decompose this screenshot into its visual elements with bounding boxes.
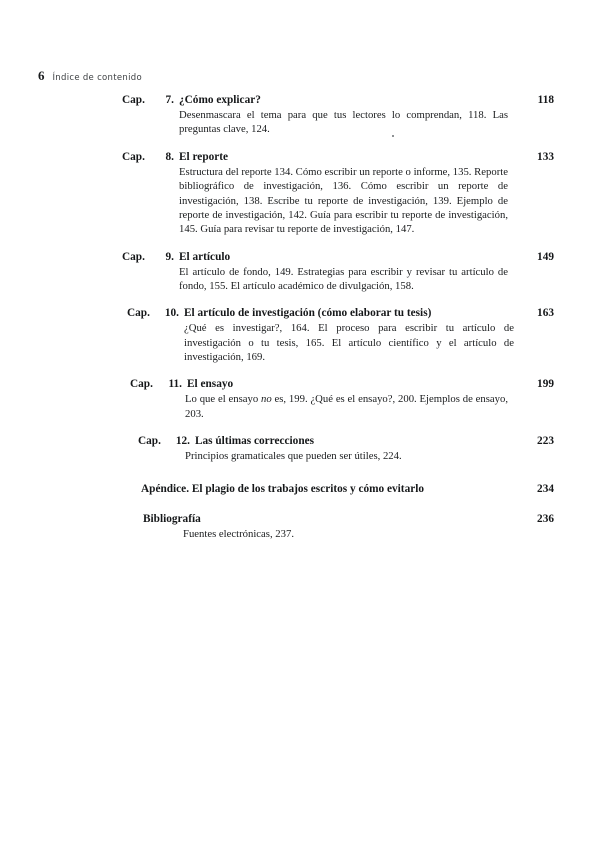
toc-entry-label: Cap. <box>122 250 145 263</box>
toc-entry-title: Apéndice. El plagio de los trabajos escritos y cómo evitarlo <box>141 482 425 495</box>
toc-entry-heading <box>130 377 554 391</box>
toc-entry-description: ¿Qué es investigar?, 164. El proceso para escribir tu artículo de investigación o tu tesis, 165. El artículo científico y el artículo de investigación, 169. <box>184 322 514 364</box>
toc-entry-heading <box>141 482 554 496</box>
toc-entry-heading <box>122 250 554 264</box>
toc-entry-title: El artículo de investigación (cómo elaborar tu tesis) <box>184 307 432 320</box>
toc-entry-page: 234 <box>537 482 554 495</box>
toc-entry-page: 236 <box>537 512 554 525</box>
toc-entry-description: Estructura del reporte 134. Cómo escribir un reporte o informe, 135. Reporte bibliográfico de investigación, 136. Cómo escribir un reporte de investigación, 138. Escribe tu reporte de investigación, 139. Ejemplo de reporte de investigación, 142. Guía para escribir tu reporte de investigación, 145. Guía para revisar tu reporte de investigación, 147. <box>179 165 508 236</box>
toc-entry-number: 9. <box>165 250 174 263</box>
toc-entry-label: Cap. <box>122 94 145 106</box>
toc-entry-page: 163 <box>537 307 554 320</box>
toc-entry-title: El reporte <box>179 150 229 163</box>
toc-entry-page: 149 <box>537 250 554 263</box>
toc-entry-label: Cap. <box>122 150 145 163</box>
toc-entry-page: 223 <box>537 435 554 448</box>
toc-entry-title: Bibliografía <box>143 512 201 525</box>
toc-entry-label: Cap. <box>138 435 161 448</box>
running-head-title: Índice de contenido <box>52 73 142 83</box>
toc-entry-heading <box>143 512 554 526</box>
toc-entry <box>122 482 554 496</box>
toc-entry-label: Cap. <box>130 378 153 391</box>
table-of-contents <box>122 93 554 554</box>
toc-entry-heading <box>127 306 554 320</box>
stray-ink-mark <box>392 135 394 137</box>
toc-entry <box>122 306 554 364</box>
toc-entry-page: 199 <box>537 378 554 391</box>
toc-entry-description: Principios gramaticales que pueden ser útiles, 224. <box>185 450 402 463</box>
toc-entry <box>122 93 554 137</box>
toc-entry-title: El artículo <box>179 250 231 263</box>
toc-entry-description: Fuentes electrónicas, 237. <box>183 527 294 540</box>
toc-entry-number: 8. <box>165 150 174 163</box>
toc-entry-number: 12. <box>175 435 190 448</box>
toc-entry <box>122 377 554 421</box>
toc-entry-page: 118 <box>537 94 554 106</box>
toc-entry-description: Desenmascara el tema para que tus lectores lo comprendan, 118. Las preguntas clave, 124. <box>179 109 508 136</box>
toc-entry-heading <box>122 150 554 164</box>
toc-entry-title: Las últimas correcciones <box>195 435 315 448</box>
running-head <box>38 68 142 84</box>
toc-entry-number: 11. <box>168 378 182 391</box>
toc-entry <box>122 150 554 237</box>
toc-entry <box>122 512 554 541</box>
toc-entry-description: Lo que el ensayo no es, 199. ¿Qué es el ensayo?, 200. Ejemplos de ensayo, 203. <box>185 393 508 420</box>
toc-entry-label: Cap. <box>127 307 150 320</box>
toc-entry <box>122 434 554 463</box>
toc-entry-title: ¿Cómo explicar? <box>179 94 261 106</box>
toc-entry-description: El artículo de fondo, 149. Estrategias para escribir y revisar tu artículo de fondo, 155. El artículo académico de divulgación, 158. <box>179 265 508 292</box>
toc-entry-title: El ensayo <box>187 378 234 391</box>
toc-entry <box>122 250 554 294</box>
toc-entry-number: 10. <box>164 307 179 320</box>
toc-entry-heading <box>138 434 554 448</box>
toc-entry-page: 133 <box>537 150 554 163</box>
toc-entry-number: 7. <box>165 94 174 106</box>
page-folio: 6 <box>38 68 45 83</box>
toc-entry-heading <box>122 93 554 107</box>
